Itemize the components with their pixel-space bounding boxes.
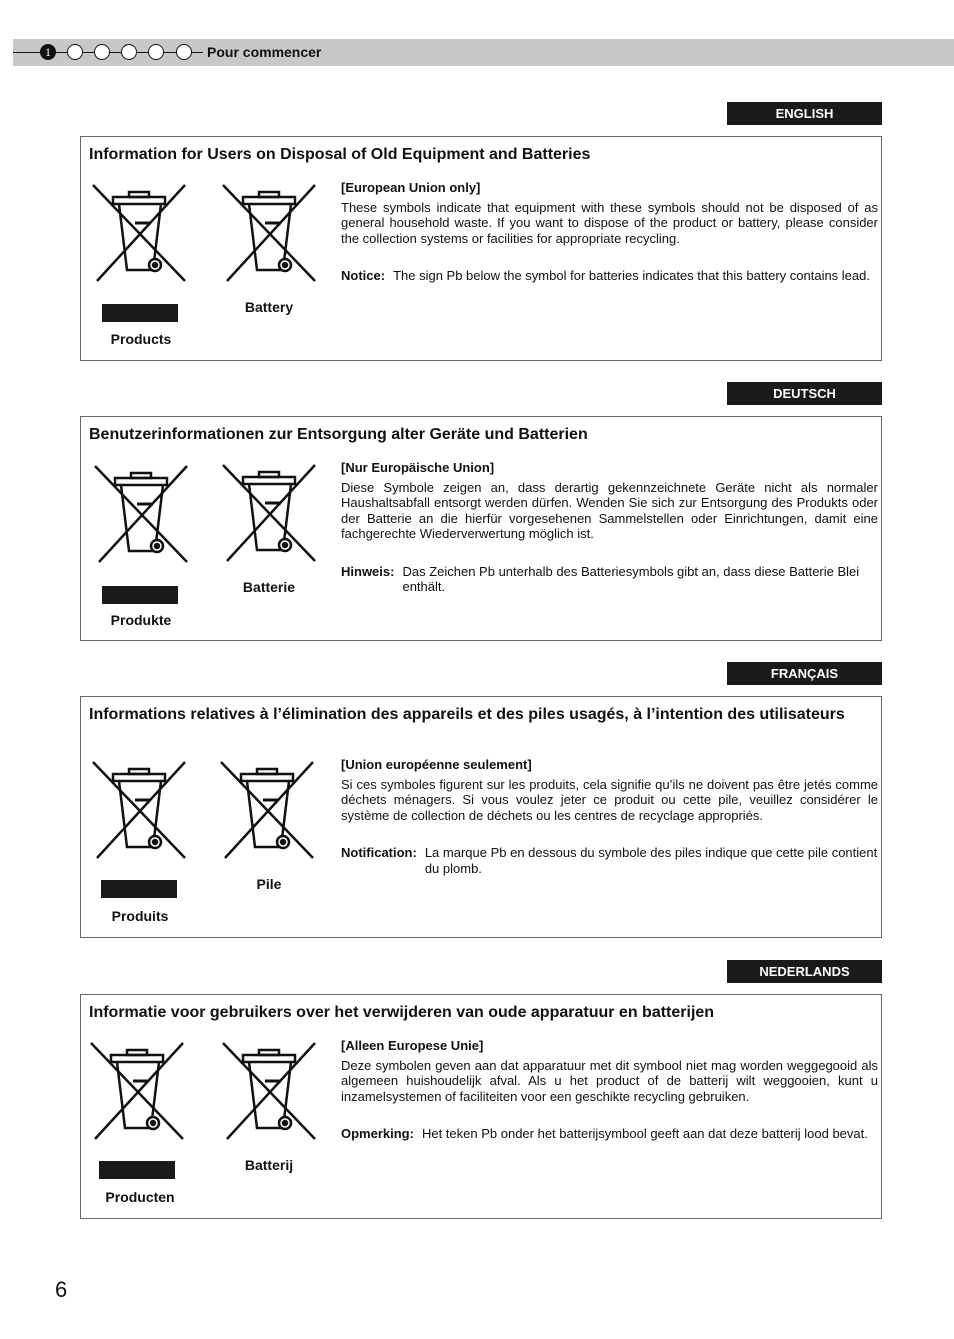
step-indicator <box>121 44 137 60</box>
product-marking-bar <box>99 1161 175 1179</box>
step-indicator-active: 1 <box>40 44 56 60</box>
battery-label: Battery <box>244 299 294 315</box>
language-tag-deutsch: DEUTSCH <box>727 382 882 405</box>
notice-label: Opmerking: <box>341 1126 414 1141</box>
step-indicator <box>176 44 192 60</box>
step-indicator <box>148 44 164 60</box>
step-indicator <box>67 44 83 60</box>
disposal-info-box-francais <box>80 696 882 938</box>
step-indicator <box>94 44 110 60</box>
notice-text: La marque Pb en dessous du symbole des piles indique que cette pile contient du plomb. <box>424 845 878 876</box>
notice-label: Hinweis: <box>341 563 395 579</box>
crossed-bin-icon <box>221 1041 319 1141</box>
products-label: Products <box>110 331 172 347</box>
body-text: Si ces symboles figurent sur les produits, cela signifie qu’ils ne doivent pas être jetés comme déchets ménagers. Si vous voulez jeter ce produit ou cette pile, veuillez considérer le système de collection de déchets ou les centres de recyclage appropriés. <box>341 776 878 823</box>
battery-label: Pile <box>256 876 282 892</box>
notice <box>341 1126 878 1142</box>
region-note: [Nur Europäische Union] <box>341 460 495 475</box>
box-title: Informations relatives à l’élimination des appareils et des piles usagés, à l’intention des utilisateurs <box>89 706 845 723</box>
notice-text: The sign Pb below the symbol for batteries indicates that this battery contains lead. <box>393 268 870 283</box>
notice-label: Notification: <box>341 845 417 860</box>
notice <box>341 845 878 876</box>
page-number: 6 <box>55 1277 68 1302</box>
body-text: Diese Symbole zeigen an, dass derartig gekennzeichnete Geräte nicht als normaler Haushaltsabfall entsorgt werden dürfen. Wenden Sie sich zur Entsorgung des Produkts oder der Batterie an die hierfür vorgesehenen Sammelstellen oder Einrichtungen, damit eine fachgerechte Wiederverwertung möglich ist. <box>341 479 878 541</box>
disposal-info-box-deutsch <box>80 416 882 641</box>
crossed-bin-icon <box>219 760 317 860</box>
section-title: Pour commencer <box>207 44 322 60</box>
body-text: These symbols indicate that equipment with these symbols should not be disposed of as general household waste. If you want to dispose of the product or battery, please consider the collection systems or facilities for appropriate recycling. <box>341 199 878 246</box>
info-text <box>341 1038 878 1142</box>
info-text <box>341 757 878 876</box>
products-label: Produits <box>111 908 169 924</box>
notice-label: Notice: <box>341 268 386 283</box>
region-note: [European Union only] <box>341 180 481 195</box>
crossed-bin-icon <box>91 183 189 283</box>
crossed-bin-icon <box>221 463 319 563</box>
notice <box>341 268 878 284</box>
disposal-info-box-english <box>80 136 882 361</box>
product-marking-bar <box>101 880 177 898</box>
notice <box>341 564 878 595</box>
products-label: Producten <box>105 1189 175 1205</box>
product-marking-bar <box>102 304 178 322</box>
disposal-info-box-nederlands <box>80 994 882 1219</box>
products-label: Produkte <box>110 612 172 628</box>
language-tag-francais: FRANÇAIS <box>727 662 882 685</box>
crossed-bin-icon <box>93 464 191 564</box>
box-title: Information for Users on Disposal of Old Equipment and Batteries <box>89 146 591 163</box>
box-title: Informatie voor gebruikers over het verwijderen van oude apparatuur en batterijen <box>89 1004 715 1021</box>
notice-text: Das Zeichen Pb unterhalb des Batteriesymbols gibt an, dass diese Batterie Blei enthält. <box>402 563 860 594</box>
info-text <box>341 180 878 284</box>
battery-label: Batterij <box>244 1157 294 1173</box>
language-tag-nederlands: NEDERLANDS <box>727 960 882 983</box>
crossed-bin-icon <box>91 760 189 860</box>
battery-label: Batterie <box>242 579 296 595</box>
region-note: [Union européenne seulement] <box>341 757 532 772</box>
crossed-bin-icon <box>89 1041 187 1141</box>
region-note: [Alleen Europese Unie] <box>341 1038 484 1053</box>
info-text <box>341 460 878 595</box>
body-text: Deze symbolen geven aan dat apparatuur met dit symbool niet mag worden weggegooid als algemeen huishoudelijk afval. Als u het product of de batterij wilt weggooien, kunt u inzamelsystemen of faciliteiten voor een geschikte recycling gebruiken. <box>341 1057 878 1104</box>
language-tag-english: ENGLISH <box>727 102 882 125</box>
crossed-bin-icon <box>221 183 319 283</box>
notice-text: Het teken Pb onder het batterijsymbool geeft aan dat deze batterij lood bevat. <box>421 1126 868 1141</box>
product-marking-bar <box>102 586 178 604</box>
box-title: Benutzerinformationen zur Entsorgung alter Geräte und Batterien <box>89 426 588 443</box>
